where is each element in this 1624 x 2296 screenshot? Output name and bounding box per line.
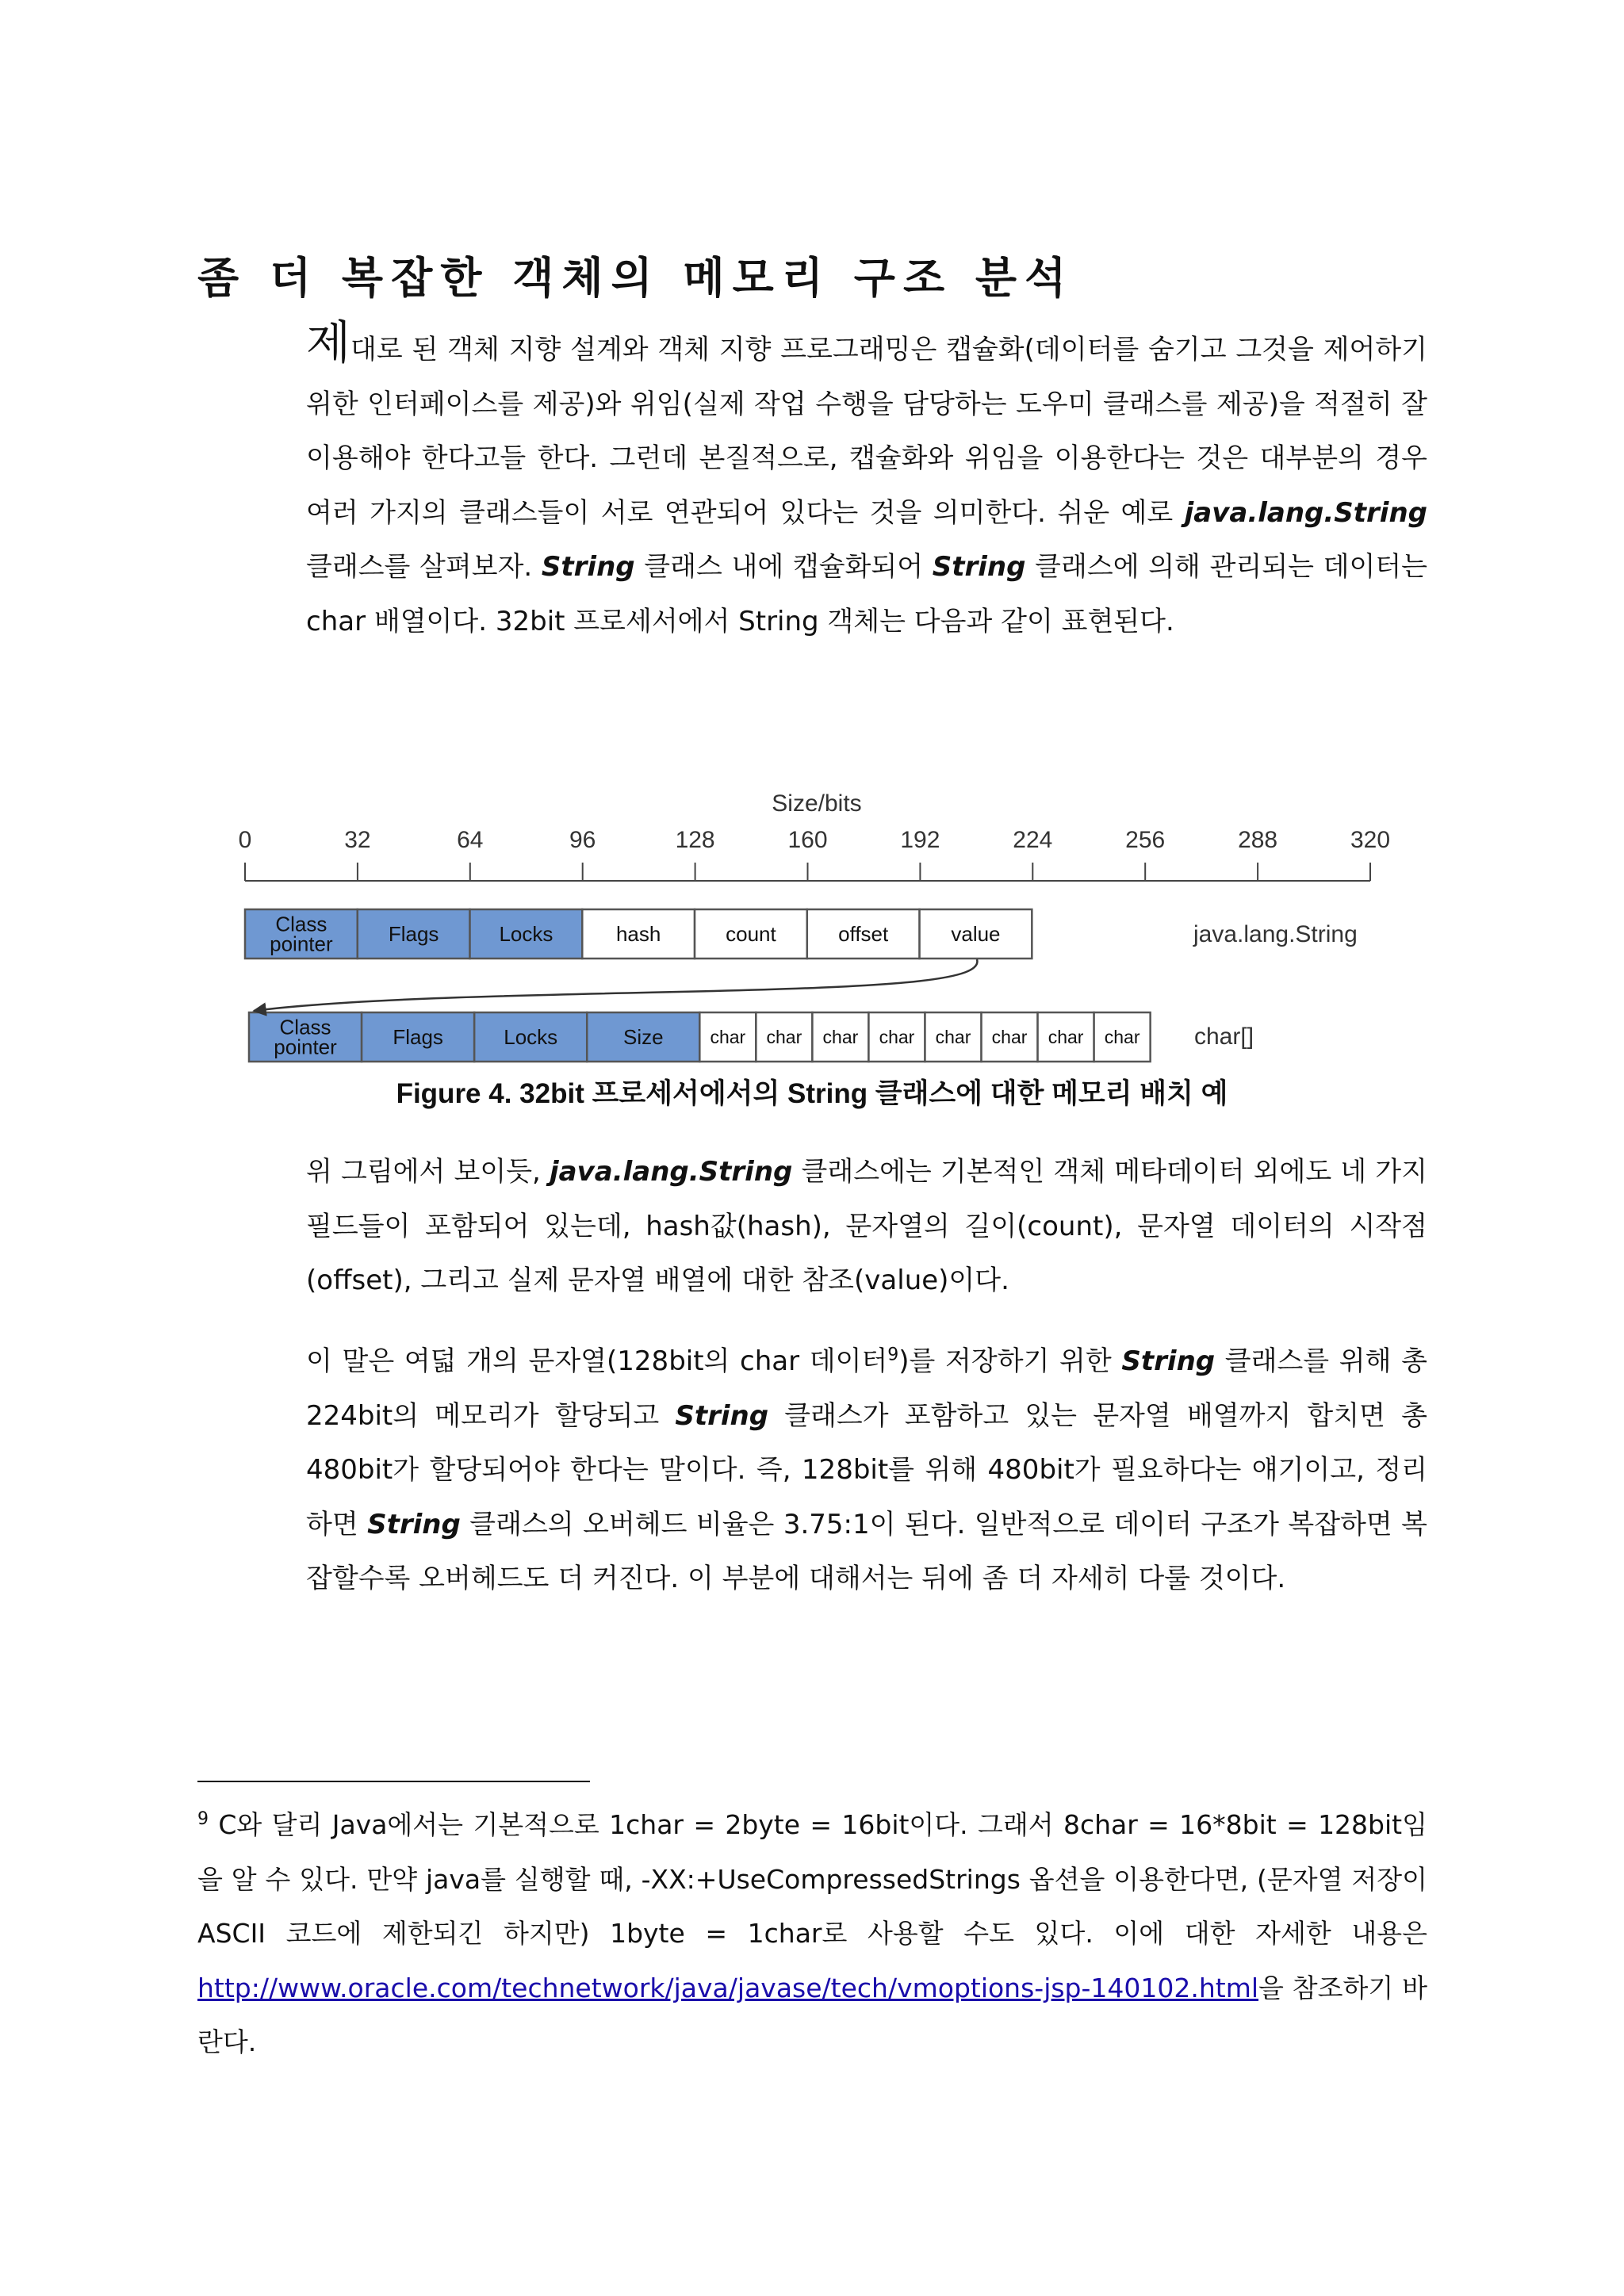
code-term: java.lang.String [550, 1156, 793, 1188]
memory-cell-label: value [951, 922, 1001, 946]
memory-layout-figure [0, 0, 1624, 1078]
memory-cell-label: Class [279, 1015, 331, 1039]
memory-cell-label: char [991, 1027, 1028, 1047]
text-run: 클래스에 의해 관리되는 데이터는 char 배열이다. 32bit 프로세서에서 String 객체는 다음과 같이 표현된다. [306, 551, 1427, 637]
memory-cell-label: char [710, 1027, 746, 1047]
memory-cell-label: pointer [274, 1035, 337, 1059]
axis-tick-label: 32 [344, 827, 371, 853]
body-paragraph-3 [306, 1334, 1427, 1606]
memory-cell-label: Flags [393, 1025, 443, 1049]
footnote-divider [197, 1781, 590, 1782]
axis-tick-label: 128 [675, 827, 715, 853]
text-run: 클래스의 오버헤드 비율은 3.75:1이 된다. 일반적으로 데이터 구조가 복잡하면 복잡할수록 오버헤드도 더 커진다. 이 부분에 대해서는 뒤에 좀 더 자세히 다룰 것이다. [306, 1508, 1427, 1595]
memory-cell-label: char [1048, 1027, 1084, 1047]
char-array-row [249, 1012, 1151, 1062]
axis-tick-label: 256 [1125, 827, 1166, 853]
text-run: 위 그림에서 보이듯, [306, 1156, 550, 1188]
memory-cell-label: count [726, 922, 776, 946]
code-term: String [675, 1399, 769, 1432]
text-run: 클래스에는 기본적인 객체 메타데이터 외에도 네 가지 필드들이 포함되어 있는데, hash값(hash), 문자열의 길이(count), 문자열 데이터의 시작점(offset), 그리고 실제 문자열 배열에 대한 참조(value)이다. [306, 1156, 1427, 1297]
memory-cell-label: pointer [270, 932, 333, 956]
memory-cell-label: Size [622, 1025, 664, 1049]
footnote-number: 9 [197, 1809, 209, 1829]
memory-cell-label: char [1104, 1027, 1140, 1047]
memory-cell-label: hash [615, 922, 661, 946]
axis-tick-label: 320 [1350, 827, 1391, 853]
text-run: 을 참조하기 바란다. [197, 1972, 1427, 2058]
footnote-link[interactable]: http://www.oracle.com/technetwork/java/javase/tech/vmoptions-jsp-140102.html [197, 1972, 1259, 2003]
section-heading: 좀 더 복잡한 객체의 메모리 구조 분석 [197, 253, 1074, 303]
footnote [197, 1798, 1427, 2070]
axis-tick-label: 0 [238, 827, 252, 853]
text-run: 클래스가 포함하고 있는 문자열 배열까지 합치면 총 480bit가 할당되어야 한다는 말이다. 즉, 128bit를 위해 480bit가 필요하다는 얘기이고, 정리하면 [306, 1399, 1427, 1540]
memory-cell-label: Class [275, 912, 327, 936]
memory-cell-label: char [822, 1027, 859, 1047]
text-run: 클래스 내에 캡슐화되어 [634, 551, 933, 584]
axis-tick-label: 96 [569, 827, 596, 853]
text-run: 클래스를 위해 총 224bit의 메모리가 할당되고 [306, 1345, 1427, 1432]
axis-tick-label: 288 [1238, 827, 1278, 853]
text-run: 클래스를 살펴보자. [306, 551, 542, 584]
code-term: String [367, 1508, 461, 1540]
memory-cell-label: char [766, 1027, 802, 1047]
value-reference-arrow [254, 959, 977, 1011]
figure-caption: Figure 4. 32bit 프로세서에서의 String 클래스에 대한 메모리 배치 예 [396, 1078, 1228, 1109]
char-row-label: char[] [1194, 1024, 1254, 1050]
memory-cell-label: char [879, 1027, 915, 1047]
axis-tick-label: 160 [787, 827, 828, 853]
axis-title: Size/bits [772, 790, 862, 817]
axis-tick-label: 64 [457, 827, 484, 853]
axis-ticks [239, 827, 1390, 881]
memory-cell-label: Locks [499, 922, 553, 946]
code-term: String [1121, 1345, 1216, 1377]
text-run: 대로 된 객체 지향 설계와 객체 지향 프로그래밍은 캡슐화(데이터를 숨기고 그것을 제어하기 위한 인터페이스를 제공)와 위임(실제 작업 수행을 담당하는 도우미 클래스를 제공)을 적절히 잘 이용해야 한다고들 한다. 그런데 본질적으로, 캡슐화와 위임을 이용한다는 것은 대부분의 경우 여러 가지의 클래스들이 서로 연관되어 있다는 것을 의미한다. 쉬운 예로 [306, 334, 1427, 529]
body-paragraph-2 [306, 1145, 1427, 1308]
text-run: C와 달리 Java에서는 기본적으로 1char = 2byte = 16bit이다. 그래서 8char = 16*8bit = 128bit임을 알 수 있다. 만약 java를 실행할 때, -XX:+UseCompressedStrings 옵션을 이용한다면, (문자열 저장이 ASCII 코드에 제한되긴 하지만) 1byte = 1char로 사용할 수도 있다. 이에 대한 자세한 내용은 [197, 1809, 1427, 1950]
text-run: )를 저장하기 위한 [898, 1345, 1122, 1377]
code-term: java.lang.String [1184, 496, 1427, 529]
memory-cell-label: Locks [504, 1025, 558, 1049]
code-term: String [541, 551, 635, 584]
memory-cell-label: Flags [388, 922, 439, 946]
axis-tick-label: 224 [1013, 827, 1053, 853]
memory-cell-label: offset [838, 922, 889, 946]
axis-tick-label: 192 [900, 827, 940, 853]
drop-cap: 제 [306, 316, 351, 369]
memory-cell-label: char [935, 1027, 971, 1047]
footnote-ref: 9 [887, 1345, 899, 1365]
string-object-row [245, 909, 1032, 959]
code-term: String [932, 551, 1026, 584]
string-row-label: java.lang.String [1193, 921, 1358, 947]
text-run: 이 말은 여덟 개의 문자열(128bit의 char 데이터 [306, 1345, 888, 1377]
